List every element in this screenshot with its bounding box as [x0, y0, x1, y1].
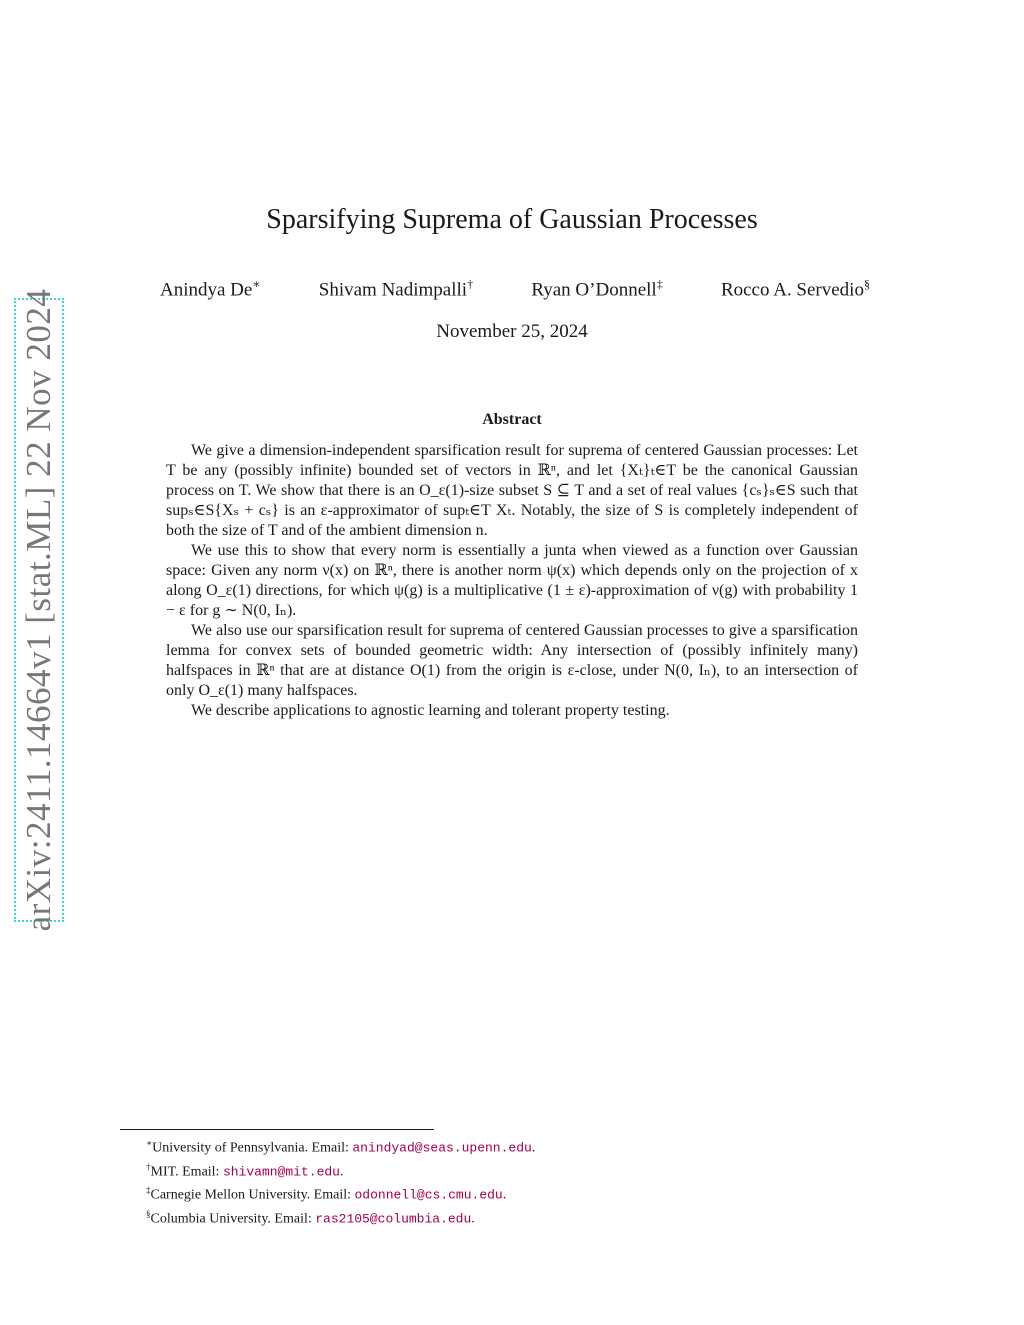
author-list: [160, 277, 870, 301]
footnote: ∗University of Pennsylvania. Email: anindyad@seas.upenn.edu.: [146, 1138, 536, 1156]
paper-title: Sparsifying Suprema of Gaussian Processes: [266, 204, 758, 235]
email-link[interactable]: anindyad@seas.upenn.edu: [352, 1140, 532, 1156]
author: Ryan O’Donnell‡: [531, 277, 663, 301]
arxiv-stamp: [14, 288, 64, 932]
footnote-divider: [120, 1129, 434, 1130]
footnotes: [146, 1134, 535, 1229]
footnote: ‡Carnegie Mellon University. Email: odonnell@cs.cmu.edu.: [146, 1185, 507, 1203]
author: Anindya De∗: [160, 277, 261, 301]
paper-date: November 25, 2024: [436, 321, 588, 342]
abstract-paragraph: We give a dimension-independent sparsification result for suprema of centered Gaussian processes: Let T be any (possibly infinite) bounded set of vectors in ℝⁿ, and let {Xₜ}ₜ∈T be the canonical Gaussian process on T. We show that there is an O_ε(1)-size subset S ⊆ T and a set of real values {cₛ}ₛ∈S such that supₛ∈S{Xₛ + cₛ} is an ε-approximator of supₜ∈T Xₜ. Notably, the size of S is completely independent of both the size of T and of the ambient dimension n.: [166, 442, 858, 539]
footnote: §Columbia University. Email: ras2105@columbia.edu.: [146, 1208, 475, 1227]
email-link[interactable]: ras2105@columbia.edu: [315, 1211, 472, 1227]
email-link[interactable]: odonnell@cs.cmu.edu: [354, 1187, 503, 1203]
footnote: †MIT. Email: shivamn@mit.edu.: [146, 1161, 344, 1180]
author: Shivam Nadimpalli†: [318, 277, 474, 301]
email-link[interactable]: shivamn@mit.edu: [222, 1164, 340, 1180]
abstract-body: [166, 441, 858, 721]
abstract-heading: Abstract: [482, 411, 542, 428]
abstract-paragraph: We use this to show that every norm is essentially a junta when viewed as a function over Gaussian space: Given any norm ν(x) on ℝⁿ, there is another norm ψ(x) which depends only on the projection of x along O_ε(1) directions, for which ψ(g) is a multiplicative (1 ± ε)-approximation of ν(g) with probability 1 − ε for g ∼ N(0, Iₙ).: [166, 542, 858, 619]
abstract-paragraph: We describe applications to agnostic learning and tolerant property testing.: [191, 702, 670, 719]
abstract-paragraph: We also use our sparsification result for suprema of centered Gaussian processes to give a sparsification lemma for convex sets of bounded geometric width: Any intersection of (possibly infinitely many) halfspaces in ℝⁿ that are at distance O(1) from the origin is ε-close, under N(0, Iₙ), to an intersection of only O_ε(1) many halfspaces.: [166, 622, 858, 699]
arxiv-identifier[interactable]: arXiv:2411.14664v1 [stat.ML] 22 Nov 2024: [19, 288, 58, 932]
author: Rocco A. Servedio§: [720, 277, 870, 301]
